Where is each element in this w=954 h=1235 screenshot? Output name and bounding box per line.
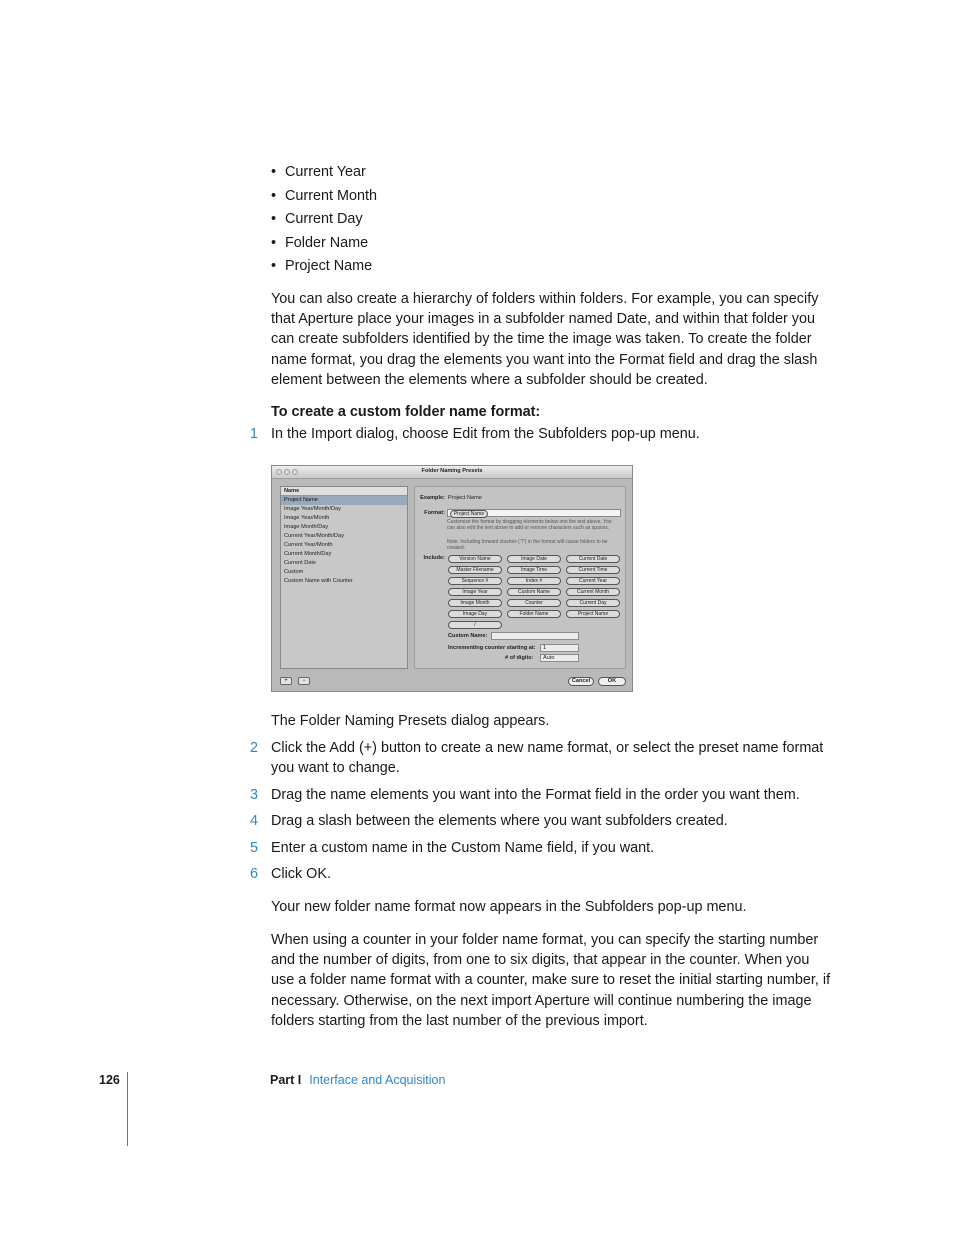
figure-followup-text: The Folder Naming Presets dialog appears.	[271, 713, 550, 729]
include-label: Include:	[423, 555, 445, 561]
token-image-year[interactable]: Image Year	[448, 588, 502, 596]
custom-name-label: Custom Name:	[448, 633, 488, 639]
add-preset-button[interactable]: +	[280, 677, 292, 685]
bullet-list	[271, 162, 831, 280]
token-counter[interactable]: Counter	[507, 599, 561, 607]
format-token[interactable]: Project Name	[450, 510, 488, 518]
part-label: Part I	[270, 1073, 302, 1087]
bullet-item: • Current Day	[271, 211, 363, 227]
token-image-day[interactable]: Image Day	[448, 610, 502, 618]
format-note: Note: Including forward slashes ("/") in the format will cause folders to be created.	[447, 539, 608, 551]
token-current-time[interactable]: Current Time	[566, 566, 620, 574]
dialog-titlebar	[272, 466, 632, 479]
token-image-time[interactable]: Image Time	[507, 566, 561, 574]
result-paragraph: Your new folder name format now appears in the Subfolders pop-up menu.	[271, 899, 747, 915]
step-text: Drag a slash between the elements where you want subfolders created.	[271, 813, 728, 829]
preset-list[interactable]	[280, 486, 408, 669]
preset-item[interactable]: Image Year/Month/Day	[284, 506, 341, 512]
intro-paragraph: You can also create a hierarchy of folders within folders. For example, you can specify that Aperture place your images in a subfolder named Date, and within that folder you can create subfolders identified by the time the image was taken. To create the folder name format, you drag the elements you want into the Format field and drag the slash element between the elements where a subfolder should be created.	[271, 291, 819, 388]
bullet-item: • Current Month	[271, 187, 377, 204]
token-index-number[interactable]: Index #	[507, 577, 561, 585]
step-number: 6	[250, 866, 259, 882]
preset-item[interactable]: Custom Name with Counter	[284, 578, 353, 584]
dialog-title: Folder Naming Presets	[421, 468, 483, 474]
part-name-link[interactable]: Interface and Acquisition	[309, 1073, 446, 1087]
example-value: Project Name	[448, 495, 482, 501]
token-current-day[interactable]: Current Day	[566, 599, 620, 607]
example-label: Example:	[420, 495, 445, 501]
counter-start-field[interactable]: 1	[540, 644, 579, 652]
counter-label: Incrementing counter starting at:	[448, 645, 536, 651]
ok-button[interactable]: OK	[598, 677, 626, 686]
token-project-name[interactable]: Project Name	[566, 610, 620, 618]
token-custom-name[interactable]: Custom Name	[507, 588, 561, 596]
bullet-glyph: •	[271, 164, 277, 180]
cancel-button[interactable]: Cancel	[568, 677, 594, 686]
preset-item[interactable]: Current Date	[284, 560, 317, 566]
bullet-item: • Folder Name	[271, 234, 369, 251]
custom-name-field[interactable]	[491, 632, 579, 640]
step-number: 4	[250, 813, 259, 829]
bullet-glyph: •	[271, 211, 277, 227]
token-slash[interactable]: /	[448, 621, 502, 629]
procedure-heading: To create a custom folder name format:	[271, 404, 541, 420]
counter-paragraph: When using a counter in your folder name format, you can specify the starting number and the number of digits, from one to six digits, that appear in the counter. When you use a folder name format with a counter, make sure to reset the initial starting number, if necessary. Otherwise, on the next import Aperture will continue numbering the image folders starting from the last number of the previous import.	[271, 932, 831, 1029]
step-number: 2	[250, 740, 259, 756]
preset-item[interactable]: Current Month/Day	[284, 551, 332, 557]
token-version-name[interactable]: Version Name	[448, 555, 502, 563]
preset-item[interactable]: Custom	[284, 569, 304, 575]
footer-rule	[127, 1072, 128, 1146]
step-text: In the Import dialog, choose Edit from the Subfolders pop-up menu.	[271, 426, 700, 442]
token-current-year[interactable]: Current Year	[566, 577, 620, 585]
token-image-date[interactable]: Image Date	[507, 555, 561, 563]
format-hint: Customize the format by dragging elements below into the text above. You can also edit the text above to add or remove characters such as spaces.	[447, 519, 612, 531]
format-label: Format:	[424, 510, 445, 516]
digits-select[interactable]: Auto	[540, 654, 579, 662]
remove-preset-button[interactable]: −	[298, 677, 310, 685]
bullet-glyph: •	[271, 187, 277, 204]
token-current-month[interactable]: Current Month	[566, 588, 620, 596]
bullet-glyph: •	[271, 234, 277, 251]
token-image-month[interactable]: Image Month	[448, 599, 502, 607]
step-text: Enter a custom name in the Custom Name field, if you want.	[271, 840, 655, 856]
token-sequence-number[interactable]: Sequence #	[448, 577, 502, 585]
list-header: Name	[281, 487, 407, 496]
format-editor	[414, 486, 626, 669]
step-number: 5	[250, 840, 259, 856]
preset-item[interactable]: Current Year/Month/Day	[284, 533, 345, 539]
step-text: Click the Add (+) button to create a new name format, or select the preset name format you want to change.	[271, 740, 824, 777]
preset-item[interactable]: Image Month/Day	[284, 524, 329, 530]
footer-part	[270, 1072, 445, 1088]
page-number: 126	[99, 1073, 120, 1087]
token-current-date[interactable]: Current Date	[566, 555, 620, 563]
digits-label: # of digits:	[505, 655, 534, 661]
step-number: 3	[250, 787, 259, 803]
preset-item[interactable]: Current Year/Month	[284, 542, 333, 548]
preset-item[interactable]: Project Name	[281, 496, 407, 505]
token-master-filename[interactable]: Master Filename	[448, 566, 502, 574]
step-text: Click OK.	[271, 866, 331, 882]
folder-naming-presets-dialog	[271, 465, 633, 692]
token-folder-name[interactable]: Folder Name	[507, 610, 561, 618]
bullet-item: • Project Name	[271, 258, 373, 274]
bullet-item: • Current Year	[271, 164, 366, 180]
format-field[interactable]	[447, 509, 621, 517]
step-text: Drag the name elements you want into the Format field in the order you want them.	[271, 787, 800, 803]
bullet-glyph: •	[271, 258, 277, 274]
step-number: 1	[250, 426, 259, 442]
preset-item[interactable]: Image Year/Month	[284, 515, 330, 521]
